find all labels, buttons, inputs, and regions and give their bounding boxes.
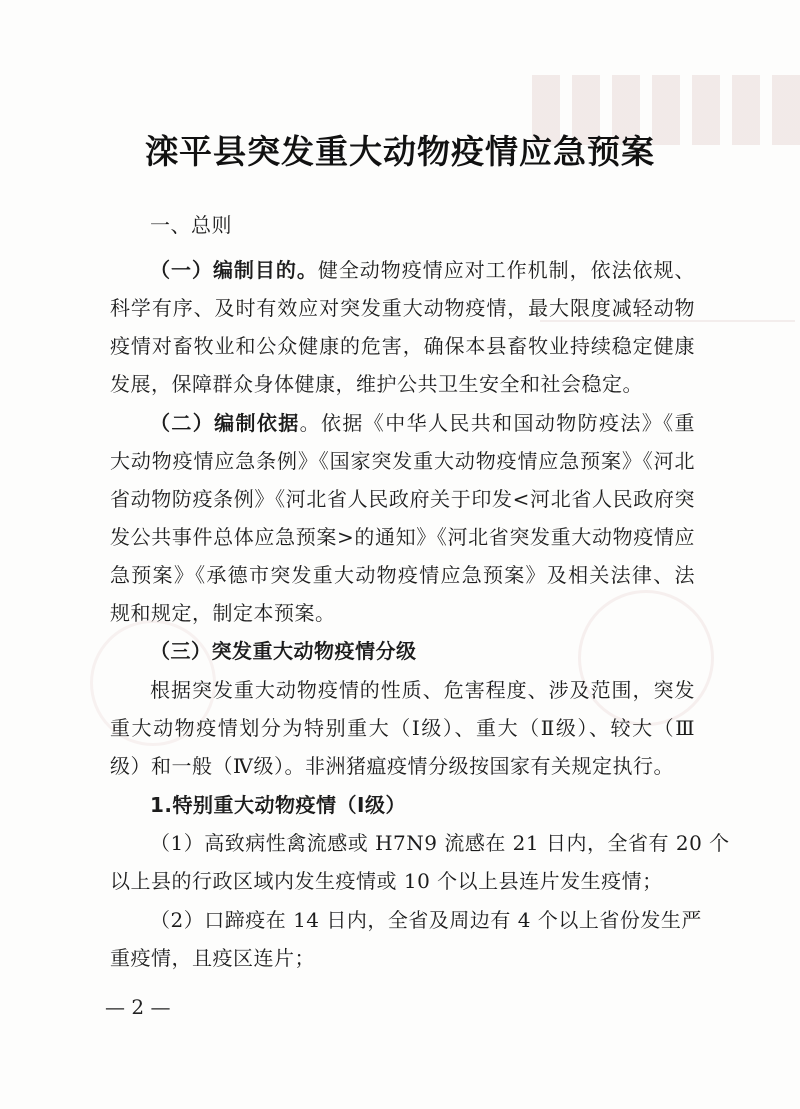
paragraph-grading-line-1: 根据突发重大动物疫情的性质、危害程度、涉及范围，突发 bbox=[150, 678, 695, 702]
item-2-line-2: 重疫情，且疫区连片； bbox=[110, 946, 315, 970]
reverse-side-bleed-line bbox=[540, 320, 795, 322]
section-heading-grading: （三）突发重大动物疫情分级 bbox=[150, 639, 417, 663]
paragraph-purpose-line-2: 科学有序、及时有效应对突发重大动物疫情，最大限度减轻动物 bbox=[110, 296, 695, 320]
paragraph-purpose-line-3: 疫情对畜牧业和公众健康的危害，确保本县畜牧业持续稳定健康 bbox=[110, 334, 695, 358]
paragraph-purpose-text-1: 健全动物疫情应对工作机制，依法依规、 bbox=[317, 258, 696, 282]
paragraph-grading-line-3: 级）和一般（Ⅳ级）。非洲猪瘟疫情分级按国家有关规定执行。 bbox=[110, 754, 674, 778]
paragraph-basis-text-1: 。依据《中华人民共和国动物防疫法》《重 bbox=[299, 411, 696, 435]
faint-seal-mark bbox=[578, 590, 714, 726]
paragraph-purpose-line-1 bbox=[150, 258, 695, 282]
item-2-line-1: （2）口蹄疫在 14 日内，全省及周边有 4 个以上省份发生严 bbox=[150, 908, 702, 932]
paragraph-basis-line-2: 大动物疫情应急条例》《国家突发重大动物疫情应急预案》《河北 bbox=[110, 449, 695, 473]
paragraph-basis-line-1 bbox=[150, 411, 695, 435]
section-heading-general: 一、总则 bbox=[150, 213, 232, 237]
paragraph-purpose-label: （一）编制目的。 bbox=[150, 258, 318, 282]
paragraph-basis-label: （二）编制依据 bbox=[150, 411, 300, 435]
item-1-line-1: （1）高致病性禽流感或 H7N9 流感在 21 日内，全省有 20 个 bbox=[150, 831, 730, 855]
paragraph-grading-line-2: 重大动物疫情划分为特别重大（Ⅰ级）、重大（Ⅱ级）、较大（Ⅲ bbox=[110, 716, 695, 740]
paragraph-basis-line-6: 规和规定，制定本预案。 bbox=[110, 601, 336, 625]
document-title: 滦平县突发重大动物疫情应急预案 bbox=[145, 132, 655, 171]
item-1-line-2: 以上县的行政区域内发生疫情或 10 个以上县连片发生疫情； bbox=[110, 869, 663, 893]
paragraph-basis-line-3: 省动物防疫条例》《河北省人民政府关于印发<河北省人民政府突 bbox=[110, 487, 695, 511]
level-1-heading: 1.特别重大动物疫情（Ⅰ级） bbox=[150, 793, 406, 817]
paragraph-purpose-line-4: 发展，保障群众身体健康，维护公共卫生安全和社会稳定。 bbox=[110, 372, 643, 396]
paragraph-basis-line-4: 发公共事件总体应急预案>的通知》《河北省突发重大动物疫情应 bbox=[110, 525, 695, 549]
page-number: — 2 — bbox=[105, 995, 171, 1019]
paragraph-basis-line-5: 急预案》《承德市突发重大动物疫情应急预案》及相关法律、法 bbox=[110, 563, 695, 587]
